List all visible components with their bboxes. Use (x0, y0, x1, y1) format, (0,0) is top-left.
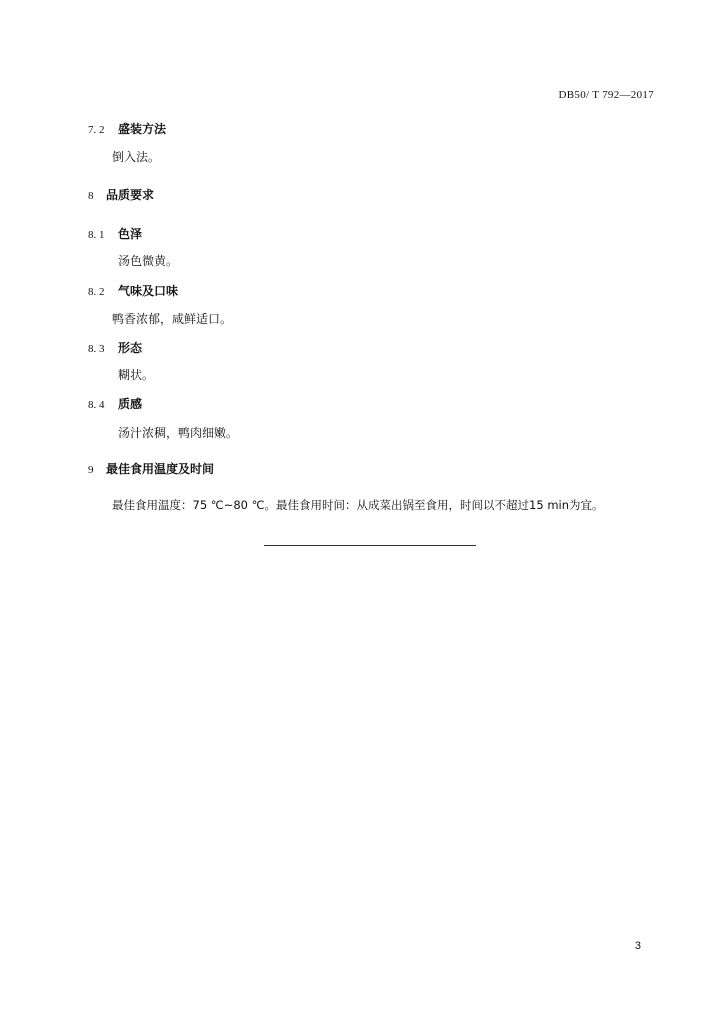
section-title: 品质要求 (106, 188, 155, 202)
section-heading-7-2 (88, 120, 166, 137)
section-title: 色泽 (118, 227, 143, 241)
section-title: 最佳食用温度及时间 (106, 462, 215, 476)
section-body-8-3: 糊状。 (118, 368, 155, 382)
section-body-8-2: 鸭香浓郁，咸鲜适口。 (112, 312, 233, 326)
section-title: 形态 (118, 341, 143, 355)
section-body-9: 最佳食用温度：75 ℃~80 ℃。最佳食用时间：从成菜出锅至食用，时间以不超过15 min为宜。 (112, 498, 604, 512)
section-number: 8. 4 (88, 399, 105, 411)
section-number: 8 (88, 190, 94, 202)
section-body-8-1: 汤色微黄。 (118, 254, 179, 268)
section-body-7-2: 倒入法。 (112, 150, 161, 164)
section-heading-9 (88, 460, 214, 477)
section-title: 盛装方法 (118, 122, 167, 136)
section-number: 8. 1 (88, 229, 105, 241)
section-number: 8. 2 (88, 286, 105, 298)
end-of-text-rule (264, 545, 476, 546)
section-heading-8-3 (88, 339, 142, 356)
section-title: 气味及口味 (118, 284, 179, 298)
document-code: DB50/ T 792—2017 (558, 89, 654, 101)
section-number: 8. 3 (88, 343, 105, 355)
section-heading-8 (88, 186, 154, 203)
section-heading-8-2 (88, 282, 178, 299)
page-number: 3 (634, 940, 641, 952)
section-title: 质感 (118, 397, 143, 411)
section-number: 7. 2 (88, 124, 105, 136)
section-body-8-4: 汤汁浓稠，鸭肉细嫩。 (118, 426, 239, 440)
section-number: 9 (88, 464, 94, 476)
section-heading-8-1 (88, 225, 142, 242)
section-heading-8-4 (88, 395, 142, 412)
